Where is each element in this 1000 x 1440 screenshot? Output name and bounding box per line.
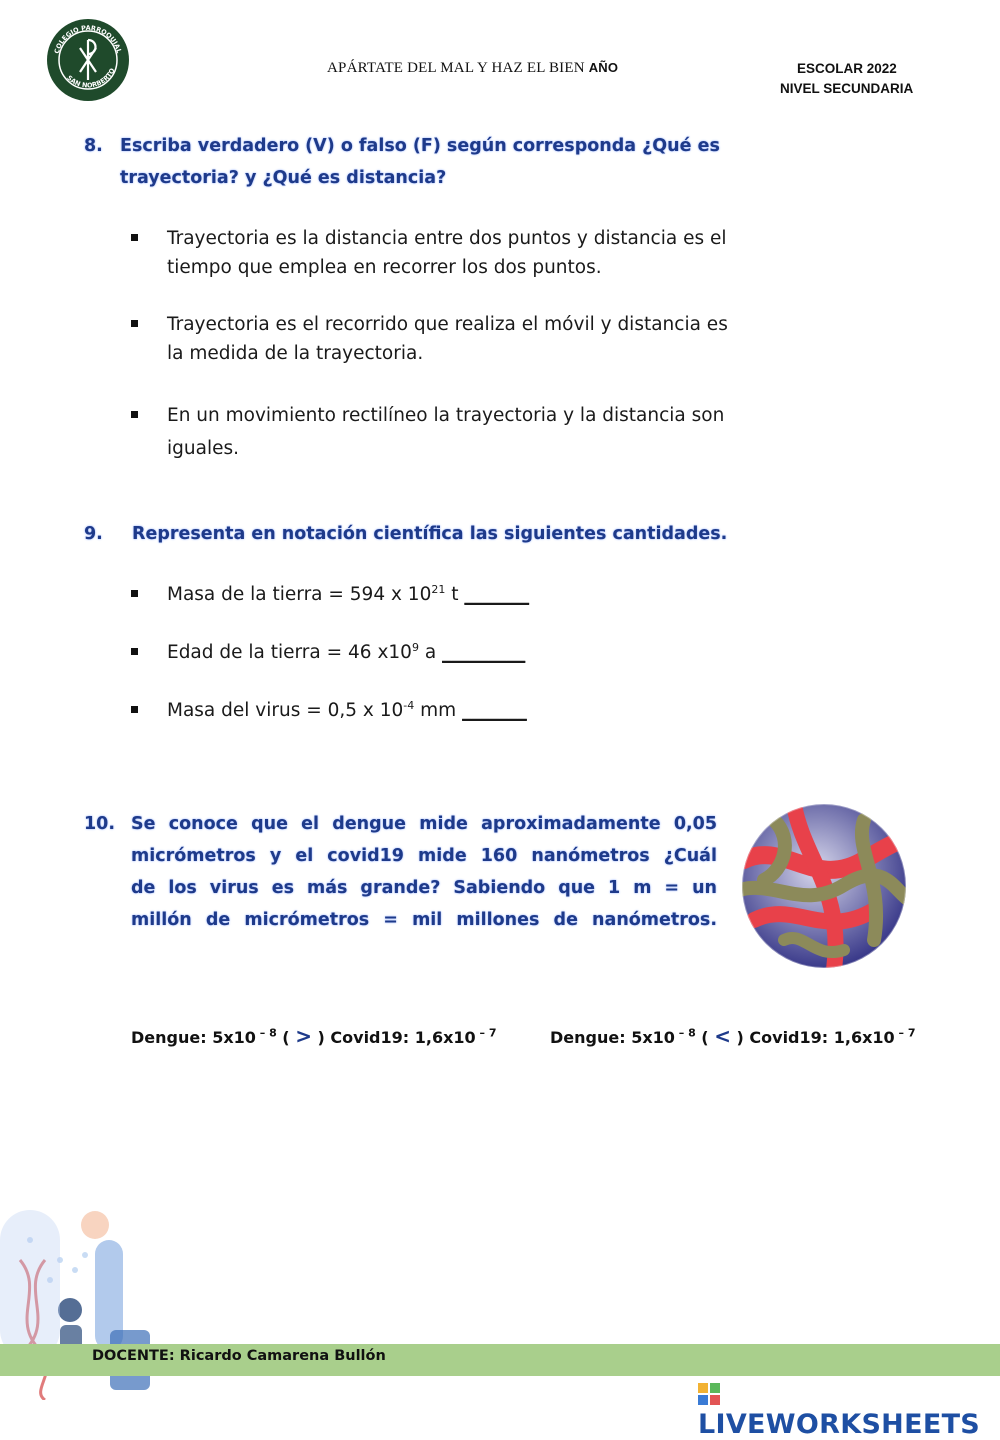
school-level: NIVEL SECUNDARIA <box>780 81 914 96</box>
question-10-number: 10. <box>84 814 116 834</box>
answer-blank-3[interactable]: _______ <box>462 700 527 721</box>
question-9-item-3: Masa del virus = 0,5 x $10^{-4}$ mm _______ <box>131 696 767 725</box>
bullet-icon <box>131 590 138 597</box>
bullet-icon <box>131 648 138 655</box>
answer-symbol-1[interactable]: > <box>295 1024 312 1048</box>
question-9-item-1: Masa de la tierra = 594 x $10^{21}$ t _______ <box>131 580 767 609</box>
question-9-item-2: Edad de la tierra = 46 $x10^9$ a _________ <box>131 638 767 667</box>
answer-blank-1[interactable]: _______ <box>464 584 530 605</box>
question-8-statement-2[interactable]: Trayectoria es el recorrido que realiza el móvil y distancia es la medida de la trayectoria. <box>131 310 767 368</box>
bullet-icon <box>131 234 138 241</box>
question-8-statement-1[interactable]: Trayectoria es la distancia entre dos puntos y distancia es el tiempo que emplea en recorrer los dos puntos. <box>131 224 767 282</box>
school-year: ESCOLAR 2022 <box>797 61 897 76</box>
answer-symbol-2[interactable]: < <box>714 1024 731 1048</box>
teacher-name: DOCENTE: Ricardo Camarena Bullón <box>92 1348 386 1364</box>
svg-text:COLEGIO PARROQUIAL: COLEGIO PARROQUIAL <box>52 23 124 55</box>
question-8-statement-3[interactable]: En un movimiento rectilíneo la trayectoria y la distancia son iguales. <box>131 399 767 465</box>
answer-comparison-1: Dengue: 5x10 $^{- 8}$ ( > ) Covid19: 1,6x10 $^{- 7}$ <box>131 1024 497 1048</box>
liveworksheets-badge-icon <box>698 1383 720 1405</box>
virus-image <box>734 800 914 972</box>
question-10-heading: Se conoce que el dengue mide aproximadamente 0,05 micrómetros y el covid19 mide 160 nanómetros ¿Cuál de los virus es más grande? Sabiendo que 1 m = un millón de micrómetros = mil millones de nanómetros. <box>131 814 717 930</box>
answer-comparison-2: Dengue: 5x10 $^{- 8}$ ( < ) Covid19: 1,6x10 $^{- 7}$ <box>550 1024 916 1048</box>
school-motto: APÁRTATE DEL MAL Y HAZ EL BIEN AÑO <box>327 60 619 76</box>
answer-blank-2[interactable]: _________ <box>442 642 526 663</box>
question-9-number: 9. <box>84 524 103 544</box>
school-logo <box>46 18 130 102</box>
bullet-icon <box>131 411 138 418</box>
question-8-number: 8. <box>84 136 103 156</box>
bullet-icon <box>131 320 138 327</box>
bullet-icon <box>131 706 138 713</box>
svg-text:SAN NORBERTO: SAN NORBERTO <box>65 66 117 90</box>
question-8-heading: 8. Escriba verdadero (V) o falso (F) según corresponda ¿Qué es trayectoria? y ¿Qué es distancia? <box>84 130 804 194</box>
liveworksheets-logo[interactable]: LIVEWORKSHEETS <box>698 1378 1000 1440</box>
question-9-heading: 9. Representa en notación científica las siguientes cantidades. <box>84 518 844 550</box>
